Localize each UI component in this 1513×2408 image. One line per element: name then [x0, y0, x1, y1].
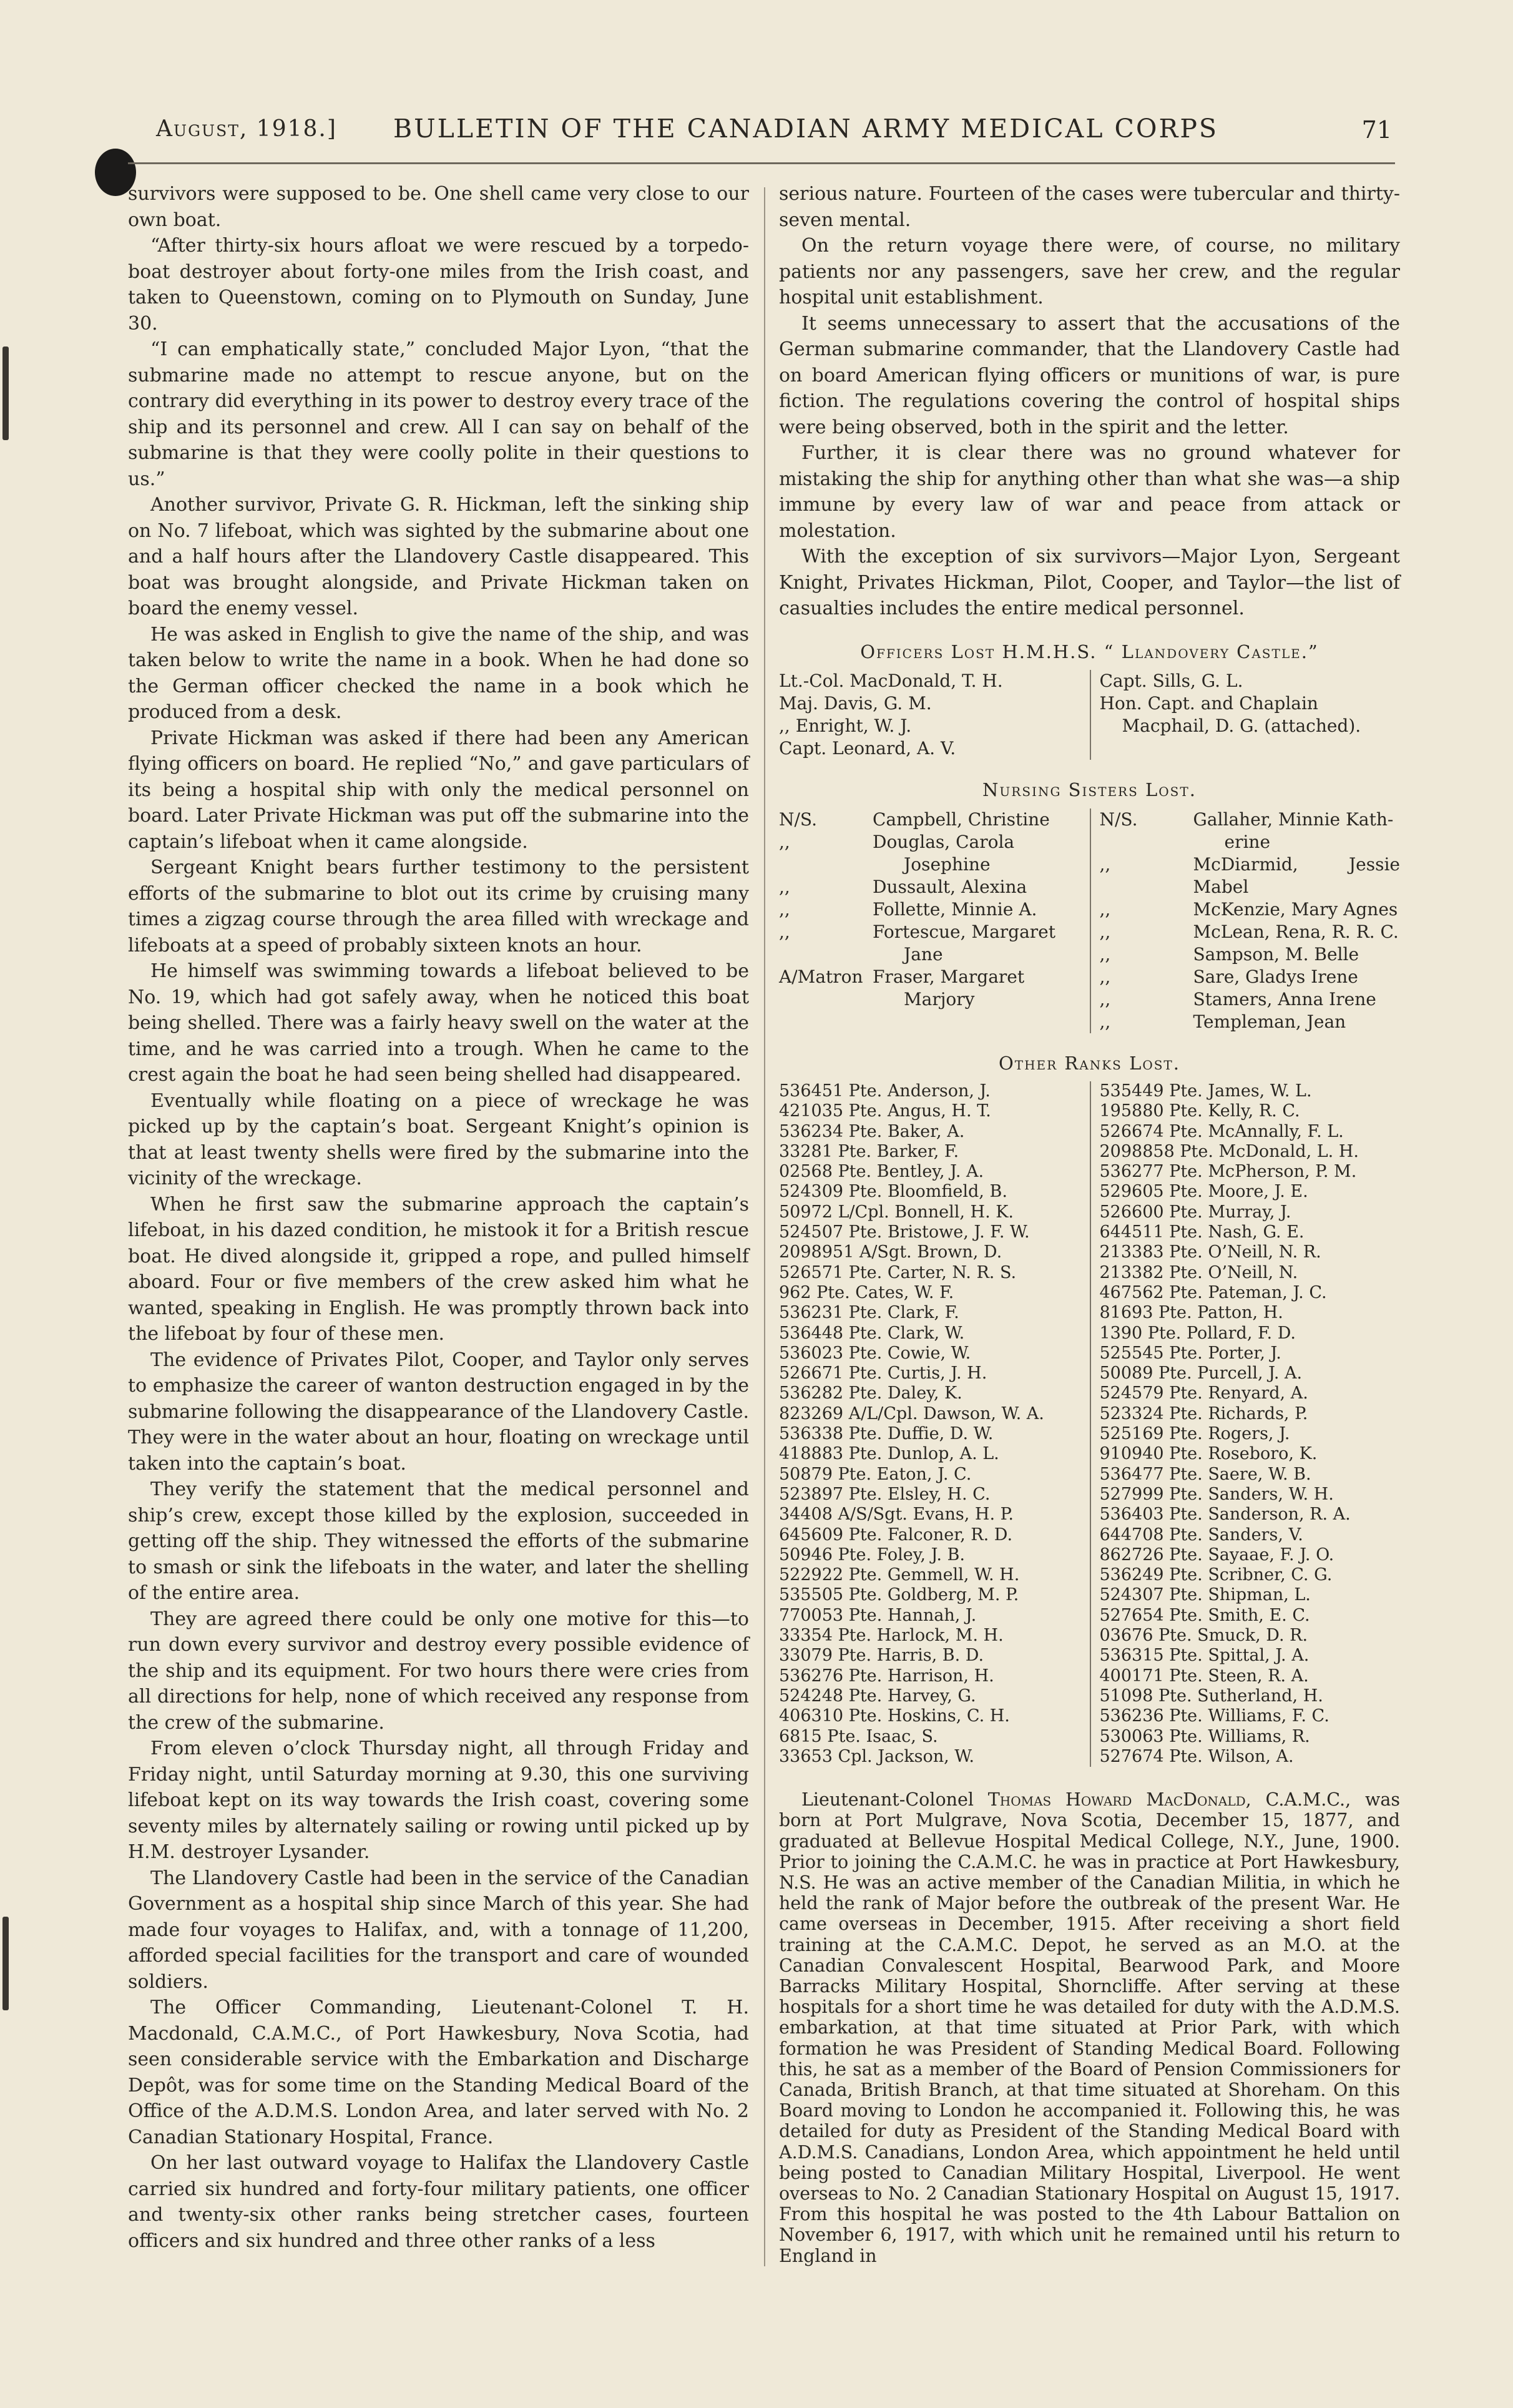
rank-entry: 862726 Pte. Sayaae, F. J. O. [1099, 1545, 1334, 1565]
rank-entry: 645609 Pte. Falconer, R. D. [779, 1525, 1013, 1545]
rank-entry: 33281 Pte. Barker, F. [779, 1141, 959, 1161]
paragraph: Sergeant Knight bears further testimony to the persistent efforts of the submarine to blot out its crime by cruising many times a zigzag course through the area filled with wreckage and lifeboats at a speed of probably sixteen knots an hour. [128, 857, 749, 956]
paragraph: When he first saw the submarine approach the captain’s lifeboat, in his dazed condition, he mistook it for a British rescue boat. He dived alongside it, gripped a rope, and pulled himself aboard. Four or five members of the crew asked him what he wanted, speaking in English. He was promptly thrown back into the lifeboat by four of these men. [128, 1193, 749, 1345]
nursing-name: Fortescue, Margaret [873, 921, 1055, 942]
rank-entry: 524309 Pte. Bloomfield, B. [779, 1182, 1007, 1202]
nursing-entry [779, 898, 1084, 921]
bio-lead: Lieutenant-Colonel [801, 1789, 974, 1811]
rank-entry: 536403 Pte. Sanderson, R. A. [1099, 1505, 1351, 1525]
nursing-entry [1100, 966, 1401, 988]
paragraph: They verify the statement that the medical personnel and ship’s crew, except those killed by the explosion, succeeded in getting off the ship. They witnessed the efforts of the submarine to smash or sink the lifeboats in the water, and later the shelling of the entire area. [128, 1478, 749, 1604]
rank-entry: 02568 Pte. Bentley, J. A. [779, 1162, 984, 1182]
rank-entry: 536282 Pte. Daley, K. [779, 1383, 962, 1403]
nursing-rank: ,, [1099, 853, 1111, 875]
rank-entry: 6815 Pte. Isaac, S. [779, 1726, 938, 1746]
rank-entry: 536277 Pte. McPherson, P. M. [1099, 1162, 1357, 1182]
nursing-name-continued: Marjory [904, 988, 975, 1010]
nursing-name-continued: Josephine [904, 853, 991, 875]
rank-entry: 535505 Pte. Goldberg, M. P. [779, 1585, 1019, 1605]
rank-entry: 536234 Pte. Baker, A. [779, 1121, 965, 1141]
nursing-entry [1100, 943, 1401, 966]
rank-entry: 530063 Pte. Williams, R. [1099, 1726, 1310, 1746]
paragraph: From eleven o’clock Thursday night, all through Friday and Friday night, until Saturday morning at 9.30, this one surviving lifeboat kept on its way towards the Irish coast, covering some seventy miles by alternately sailing or rowing until picked up by H.M. destroyer Lysander. [128, 1737, 749, 1863]
nursing-entry [1100, 988, 1401, 1011]
nursing-entry [779, 921, 1084, 943]
officer-entry: ,, Enright, W. J. [779, 715, 912, 736]
rank-entry: 03676 Pte. Smuck, D. R. [1099, 1626, 1308, 1646]
header-title: BULLETIN OF THE CANADIAN ARMY MEDICAL CORPS [393, 114, 1219, 144]
rank-entry: 536338 Pte. Duffie, D. W. [779, 1424, 994, 1444]
paragraph: The Officer Commanding, Lieutenant-Colonel T. H. Macdonald, C.A.M.C., of Port Hawkesbury, Nova Scotia, had seen considerable service with the Embarkation and Discharge Depôt, was for some time on the Standing Medical Board of the Office of the A.D.M.S. London Area, and later served with No. 2 Canadian Stationary Hospital, France. [128, 1997, 749, 2148]
rank-entry: 1390 Pte. Pollard, F. D. [1099, 1323, 1296, 1343]
rank-entry: 523897 Pte. Elsley, H. C. [779, 1484, 991, 1504]
paragraph: The evidence of Privates Pilot, Cooper, and Taylor only serves to emphasize the career of wanton destruction engaged in by the submarine following the disappearance of the Llandovery Castle. They were in the water about an hour, floating on wreckage until taken into the captain’s boat. [128, 1349, 749, 1475]
nursing-entry [1100, 1011, 1401, 1033]
paragraph: “After thirty-six hours afloat we were rescued by a torpedo-boat destroyer about forty-one miles from the Irish coast, and taken to Queenstown, coming on to Plymouth on Sunday, June 30. [128, 235, 749, 335]
rank-entry: 910940 Pte. Roseboro, K. [1099, 1444, 1318, 1464]
list-divider [1090, 670, 1091, 760]
nursing-name: Sare, Gladys Irene [1193, 966, 1358, 987]
rank-entry: 770053 Pte. Hannah, J. [779, 1605, 977, 1625]
nursing-name: Stamers, Anna Irene [1193, 988, 1376, 1010]
rank-entry: 195880 Pte. Kelly, R. C. [1099, 1101, 1300, 1121]
officer-entry: Macphail, D. G. (attached). [1122, 715, 1361, 736]
rank-entry: 536023 Pte. Cowie, W. [779, 1343, 971, 1363]
paragraph: The Llandovery Castle had been in the service of the Canadian Government as a hospital ship since March of this year. She had made four voyages to Halifax, and, with a tonnage of 11,200, afforded special facilities for the transport and care of wounded soldiers. [128, 1867, 749, 1993]
paragraph: It seems unnecessary to assert that the accusations of the German submarine commander, that the Llandovery Castle had on board American flying officers or munitions of war, is pure fiction. The regulations covering the control of hospital ships were being observed, both in the spirit and the letter. [779, 312, 1400, 438]
officers-list [779, 670, 1400, 760]
nursing-entry [1100, 921, 1401, 943]
rank-entry: 524507 Pte. Bristowe, J. F. W. [779, 1222, 1030, 1242]
rank-entry: 526600 Pte. Murray, J. [1099, 1202, 1291, 1222]
rank-entry: 81693 Pte. Patton, H. [1099, 1303, 1283, 1323]
header-rule [128, 162, 1395, 164]
rank-entry: 213382 Pte. O’Neill, N. [1099, 1262, 1298, 1282]
rank-entry: 525545 Pte. Porter, J. [1099, 1343, 1281, 1363]
paragraph: survivors were supposed to be. One shell came very close to our own boat. [128, 183, 749, 231]
nursing-rank: ,, [1099, 943, 1111, 965]
rank-entry: 536451 Pte. Anderson, J. [779, 1081, 991, 1101]
nursing-entry [779, 876, 1084, 898]
nursing-entry [779, 831, 1084, 853]
nursing-rank: ,, [779, 921, 790, 942]
rank-entry: 2098951 A/Sgt. Brown, D. [779, 1242, 1002, 1262]
nursing-list [779, 808, 1400, 1033]
nursing-rank: ,, [1099, 921, 1111, 942]
rank-entry: 527654 Pte. Smith, E. C. [1099, 1605, 1310, 1625]
other-ranks-list [779, 1081, 1400, 1767]
paragraph: Further, it is clear there was no ground whatever for mistaking the ship for anything other than what she was—a ship immune by every law of war and peace from attack or molestation. [779, 442, 1400, 542]
nursing-name: Dussault, Alexina [873, 876, 1027, 897]
rank-entry: 527999 Pte. Sanders, W. H. [1099, 1484, 1334, 1504]
rank-entry: 527674 Pte. Wilson, A. [1099, 1746, 1294, 1766]
rank-entry: 644511 Pte. Nash, G. E. [1099, 1222, 1305, 1242]
rank-entry: 536315 Pte. Spittal, J. A. [1099, 1646, 1310, 1666]
officer-entry: Capt. Sills, G. L. [1099, 671, 1243, 691]
paragraph: They are agreed there could be only one motive for this—to run down every survivor and destroy every possible evidence of the ship and its equipment. For two hours there were cries from all directions for help, none of which received any response from the crew of the submarine. [128, 1608, 749, 1734]
paragraph: On her last outward voyage to Halifax the Llandovery Castle carried six hundred and forty-four military patients, one officer and twenty-six other ranks being stretcher cases, fourteen officers and six hundred and three other ranks of a less [128, 2152, 749, 2252]
rank-entry: 644708 Pte. Sanders, V. [1099, 1525, 1303, 1545]
bio-name: Thomas Howard MacDonald [987, 1789, 1246, 1811]
rank-entry: 400171 Pte. Steen, R. A. [1099, 1666, 1309, 1686]
nursing-name: Campbell, Christine [873, 808, 1050, 830]
nursing-entry [1100, 808, 1401, 831]
rank-entry: 536448 Pte. Clark, W. [779, 1323, 965, 1343]
column-divider [764, 187, 765, 2266]
nursing-rank: ,, [1099, 898, 1111, 920]
rank-entry: 33079 Pte. Harris, B. D. [779, 1646, 984, 1666]
nursing-name: Fraser, Margaret [873, 966, 1025, 987]
rank-entry: 418883 Pte. Dunlop, A. L. [779, 1444, 999, 1464]
rank-entry: 50972 L/Cpl. Bonnell, H. K. [779, 1202, 1014, 1222]
running-header [156, 110, 1392, 160]
left-column [128, 181, 749, 2254]
paragraph: Private Hickman was asked if there had been any American flying officers on board. He replied “No,” and gave particulars of its being a hospital ship with only the medical personnel on board. Later Private Hickman was put off the submarine into the captain’s lifeboat when it came alongside. [128, 727, 749, 853]
rank-entry: 536477 Pte. Saere, W. B. [1099, 1464, 1311, 1484]
paragraph: With the exception of six survivors—Major Lyon, Sergeant Knight, Privates Hickman, Pilot, Cooper, and Taylor—the list of casualties includes the entire medical personnel. [779, 546, 1400, 619]
right-column [779, 181, 1400, 2266]
rank-entry: 34408 A/S/Sgt. Evans, H. P. [779, 1505, 1014, 1525]
page-number: 71 [1361, 116, 1392, 144]
rank-entry: 536236 Pte. Williams, F. C. [1099, 1706, 1329, 1726]
nursing-rank: ,, [779, 898, 790, 920]
nursing-rank: ,, [779, 831, 790, 852]
paragraph: Another survivor, Private G. R. Hickman, left the sinking ship on No. 7 lifeboat, which was sighted by the submarine about one and a half hours after the Llandovery Castle disappeared. This boat was brought alongside, and Private Hickman taken on board the enemy vessel. [128, 494, 749, 619]
nursing-name-continued: Jane [904, 943, 943, 965]
paragraph: On the return voyage there were, of course, no military patients nor any passengers, save her crew, and the regular hospital unit establishment. [779, 235, 1400, 308]
rank-entry: 50879 Pte. Eaton, J. C. [779, 1464, 972, 1484]
rank-entry: 50946 Pte. Foley, J. B. [779, 1545, 965, 1565]
paragraph: serious nature. Fourteen of the cases were tubercular and thirty-seven mental. [779, 183, 1400, 231]
officer-entry: Hon. Capt. and Chaplain [1099, 693, 1318, 714]
nursing-entry [779, 966, 1084, 988]
nursing-entry [1100, 898, 1401, 921]
rank-entry: 962 Pte. Cates, W. F. [779, 1282, 954, 1302]
nursing-rank: ,, [1099, 988, 1111, 1010]
binding-mark [2, 346, 9, 440]
biography-paragraph [779, 1789, 1400, 2266]
officers-heading: Officers Lost H.M.H.S. “ Llandovery Castle.” [860, 641, 1319, 662]
bio-text: , C.A.M.C., was born at Port Mulgrave, Nova Scotia, December 15, 1877, and graduated at Bellevue Hospital Medical College, N.Y., June, 1900. Prior to joining the C.A.M.C. he was in practice at Port Hawkesbury, N.S. He was an active member of the Canadian Militia, in which he held the rank of Major before the outbreak of the present War. He came overseas in December, 1915. After receiving a short field training at the C.A.M.C. Depot, he served as an M.O. at the Canadian Convalescent Hospital, Bearwood Park, and Moore Barracks Military Hospital, Shorncliffe. After serving at these hospitals for a short time he was detailed for duty with the A.D.M.S. embarkation, at that time situated at Prior Park, with which formation he was President of Standing Medical Board. Following this, he sat as a member of the Board of Pension Commissioners for Canada, British Branch, at that time situated at Shoreham. On this Board moving to London he accompanied it. Following this, he was detailed for duty as President of the Standing Medical Board with A.D.M.S. Canadians, London Area, which appointment he held until being posted to Canadian Military Hospital, Liverpool. He went overseas to No. 2 Canadian Stationary Hospital on August 15, 1917. From this hospital he was posted to the 4th Labour Battalion on November 6, 1917, with which unit he remained until his return to England in [779, 1789, 1400, 2266]
rank-entry: 536276 Pte. Harrison, H. [779, 1666, 994, 1686]
nursing-entry [1100, 853, 1401, 898]
rank-entry: 213383 Pte. O’Neill, N. R. [1099, 1242, 1321, 1262]
rank-entry: 524307 Pte. Shipman, L. [1099, 1585, 1311, 1605]
list-divider [1090, 808, 1091, 1033]
nursing-name: Gallaher, Minnie Kath- [1193, 808, 1394, 830]
nursing-rank: ,, [1099, 1011, 1111, 1032]
nursing-name: Sampson, M. Belle [1193, 943, 1359, 965]
rank-entry: 523324 Pte. Richards, P. [1099, 1403, 1308, 1423]
nursing-rank: A/Matron [779, 966, 863, 987]
paragraph: He himself was swimming towards a lifeboat believed to be No. 19, which had got safely away, when he noticed this boat being shelled. There was a fairly heavy swell on the water at the time, and he was carried into a trough. When he came to the crest again the boat he had seen being shelled had disappeared. [128, 960, 749, 1086]
rank-entry: 526674 Pte. McAnnally, F. L. [1099, 1121, 1344, 1141]
nursing-rank: ,, [1099, 966, 1111, 987]
nursing-rank: ,, [779, 876, 790, 897]
rank-entry: 50089 Pte. Purcell, J. A. [1099, 1364, 1303, 1383]
nursing-rank: N/S. [779, 808, 818, 830]
rank-entry: 526671 Pte. Curtis, J. H. [779, 1364, 987, 1383]
nursing-heading: Nursing Sisters Lost. [982, 779, 1197, 800]
nursing-name: Douglas, Carola [873, 831, 1015, 852]
rank-entry: 421035 Pte. Angus, H. T. [779, 1101, 991, 1121]
nursing-rank: N/S. [1099, 808, 1138, 830]
rank-entry: 526571 Pte. Carter, N. R. S. [779, 1262, 1017, 1282]
nursing-name: McLean, Rena, R. R. C. [1193, 921, 1399, 942]
rank-entry: 525169 Pte. Rogers, J. [1099, 1424, 1290, 1444]
other-ranks-heading: Other Ranks Lost. [999, 1052, 1180, 1074]
rank-entry: 51098 Pte. Sutherland, H. [1099, 1686, 1323, 1706]
nursing-name-continued: erine [1224, 831, 1271, 852]
rank-entry: 522922 Pte. Gemmell, W. H. [779, 1565, 1020, 1585]
nursing-name: McKenzie, Mary Agnes [1193, 898, 1398, 920]
rank-entry: 529605 Pte. Moore, J. E. [1099, 1182, 1308, 1202]
rank-entry: 535449 Pte. James, W. L. [1099, 1081, 1312, 1101]
rank-entry: 2098858 Pte. McDonald, L. H. [1099, 1141, 1359, 1161]
officer-entry: Capt. Leonard, A. V. [779, 738, 956, 759]
rank-entry: 467562 Pte. Pateman, J. C. [1099, 1282, 1327, 1302]
paragraph: He was asked in English to give the name of the ship, and was taken below to write the name in a book. When he had done so the German officer checked the name in a book which he produced from a desk. [128, 623, 749, 723]
rank-entry: 524579 Pte. Renyard, A. [1099, 1383, 1308, 1403]
list-divider [1090, 1081, 1091, 1767]
nursing-name: McDiarmid, Jessie Mabel [1193, 853, 1400, 897]
rank-entry: 406310 Pte. Hoskins, C. H. [779, 1706, 1010, 1726]
rank-entry: 536249 Pte. Scribner, C. G. [1099, 1565, 1333, 1585]
paragraph: “I can emphatically state,” concluded Major Lyon, “that the submarine made no attempt to rescue anyone, but on the contrary did everything in its power to destroy every trace of the ship and its personnel and crew. All I can say on behalf of the submarine is that they were coolly polite in their questions to us.” [128, 338, 749, 490]
rank-entry: 524248 Pte. Harvey, G. [779, 1686, 976, 1706]
header-date: August, 1918.] [156, 116, 337, 142]
rank-entry: 33354 Pte. Harlock, M. H. [779, 1626, 1004, 1646]
officer-entry: Maj. Davis, G. M. [779, 693, 932, 714]
rank-entry: 823269 A/L/Cpl. Dawson, W. A. [779, 1403, 1044, 1423]
paragraph: Eventually while floating on a piece of wreckage he was picked up by the captain’s boat. Sergeant Knight’s opinion is that at least twenty shells were fired by the submarine into the vicinity of the wreckage. [128, 1089, 749, 1189]
binding-mark [2, 1917, 9, 2010]
rank-entry: 33653 Cpl. Jackson, W. [779, 1746, 974, 1766]
nursing-entry [779, 808, 1084, 831]
nursing-name: Templeman, Jean [1193, 1011, 1346, 1032]
rank-entry: 536231 Pte. Clark, F. [779, 1303, 959, 1323]
officer-entry: Lt.-Col. MacDonald, T. H. [779, 671, 1003, 691]
nursing-name: Follette, Minnie A. [873, 898, 1037, 920]
